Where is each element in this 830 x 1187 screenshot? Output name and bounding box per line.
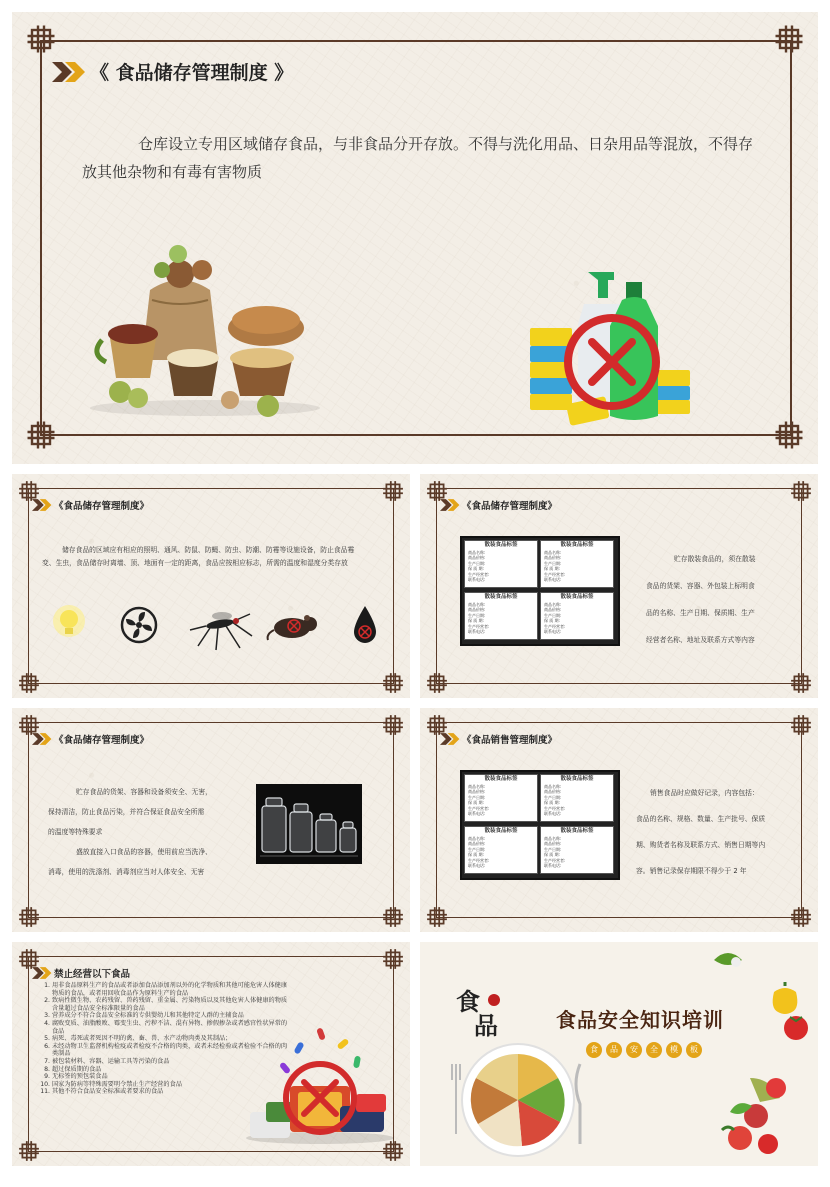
slide-3 xyxy=(420,474,818,698)
label-field: 联系电话: xyxy=(544,863,562,868)
chevron-double-icon xyxy=(440,733,460,745)
label-field: 商品价格: xyxy=(544,789,562,794)
chinese-knot-icon xyxy=(790,714,812,736)
label-field: 商品名称: xyxy=(468,601,486,607)
label-field: 联系电话: xyxy=(468,811,486,816)
label-field: 联系电话: xyxy=(544,577,562,582)
label-field: 商品名称: xyxy=(468,549,486,555)
label-header: 散装食品标签 xyxy=(560,776,594,782)
label-field: 商品价格: xyxy=(468,555,486,560)
label-field: 生产经营者: xyxy=(468,805,490,811)
label-field: 生产日期: xyxy=(468,612,486,618)
slide-title: 《食品储存管理制度》 xyxy=(462,501,558,512)
chinese-knot-icon xyxy=(774,24,804,54)
slide-title-row xyxy=(32,732,149,746)
slide-title-row xyxy=(32,498,149,512)
chinese-knot-icon xyxy=(774,420,804,450)
label-field: 保 质 期: xyxy=(544,566,560,571)
body-line: 贮存散装食品的，须在散装 xyxy=(674,555,756,563)
body-line: 经营者名称、地址及联系方式等内容 xyxy=(646,636,755,644)
label-header: 散装食品标签 xyxy=(484,776,518,782)
list-item: 6. 未经动物卫生监督机构检疫或者检疫不合格的肉类，或者未经检验或者检验不合格的肉类制品 xyxy=(52,1043,288,1058)
slide-title: 《食品销售管理制度》 xyxy=(462,735,558,746)
fan-icon xyxy=(120,606,158,644)
body-line: 储存食品的区域应有相应的照明、通风、防鼠、防蝇、防虫、防潮、防霉等设施设备，防止食品霉 xyxy=(62,546,355,554)
chinese-knot-icon xyxy=(26,420,56,450)
label-field: 生产经营者: xyxy=(468,857,490,863)
svg-text:品: 品 xyxy=(474,1011,498,1040)
label-field: 生产日期: xyxy=(544,612,562,618)
chinese-knot-icon xyxy=(18,906,40,928)
label-field: 保 质 期: xyxy=(468,852,484,857)
label-header: 散装食品标签 xyxy=(560,542,594,548)
list-item: 3. 营养成分不符合食品安全标准的专供婴幼儿和其他特定人群的主辅食品 xyxy=(52,1012,288,1020)
junk-food-banned-illustration xyxy=(236,1022,400,1146)
food-label xyxy=(540,774,614,822)
subtitle-pill: 全 xyxy=(646,1042,662,1058)
slide-1 xyxy=(12,12,818,464)
label-field: 生产经营者: xyxy=(544,623,566,629)
label-field: 保 质 期: xyxy=(544,852,560,857)
chevron-double-icon xyxy=(32,499,52,511)
slide-title-row xyxy=(32,966,130,980)
label-field: 保 质 期: xyxy=(468,800,484,805)
chinese-knot-icon xyxy=(426,672,448,694)
label-field: 生产日期: xyxy=(468,794,486,800)
label-field: 生产日期: xyxy=(468,846,486,852)
main-title: 食品安全知识培训 xyxy=(556,1008,724,1032)
subtitle-pill: 安 xyxy=(626,1042,642,1058)
slide-5 xyxy=(420,708,818,932)
mosquito-icon xyxy=(188,606,254,656)
slide-title-row xyxy=(440,498,557,512)
label-header: 散装食品标签 xyxy=(560,828,594,834)
list-item: 5. 病死、毒死或者死因不明的禽、畜、兽、水产动物肉类及其制品； xyxy=(52,1035,288,1043)
slide-body xyxy=(646,546,806,654)
label-field: 生产经营者: xyxy=(468,571,490,577)
label-field: 商品名称: xyxy=(468,783,486,789)
body-line: 销售食品时应做好记录，内容包括： xyxy=(650,789,759,797)
chevron-double-icon xyxy=(440,499,460,511)
list-item: 4. 腐败变质、油脂酸败、霉变生虫、污秽不洁、混有异物、掺假掺杂或者感官性状异常的食品 xyxy=(52,1020,288,1035)
label-field: 保 质 期: xyxy=(544,618,560,623)
label-field: 保 质 期: xyxy=(468,566,484,571)
cleaning-products-banned-illustration xyxy=(528,252,698,432)
lightbulb-icon xyxy=(52,604,86,644)
label-field: 生产日期: xyxy=(468,560,486,566)
slide-4 xyxy=(12,708,410,932)
body-line: 消毒，使用的洗涤剂、消毒剂应当对人体安全、无害 xyxy=(48,868,205,876)
label-field: 生产日期: xyxy=(544,560,562,566)
body-line: 食品的名称、规格、数量、生产批号、保质 xyxy=(636,815,766,823)
list-item: 2. 致病性微生物、农药残留、兽药残留、重金属、污染物质以及其他危害人体健康的物质含量超过食品安全标准限量的食品 xyxy=(52,997,288,1012)
tomato-icon xyxy=(782,1012,810,1042)
label-field: 商品价格: xyxy=(544,607,562,612)
chinese-knot-icon xyxy=(382,714,404,736)
chinese-knot-icon xyxy=(26,24,56,54)
vegetables-cluster-icon xyxy=(710,1068,806,1160)
label-field: 商品名称: xyxy=(544,549,562,555)
label-field: 联系电话: xyxy=(468,577,486,582)
label-field: 保 质 期: xyxy=(468,618,484,623)
food-label xyxy=(464,592,538,640)
label-field: 联系电话: xyxy=(544,629,562,634)
vegetable-icon xyxy=(710,948,746,970)
subtitle-pill: 食 xyxy=(586,1042,602,1058)
slide-7 xyxy=(420,942,818,1166)
body-line: 贮存食品的货架、容器和设备须安全、无害， xyxy=(76,788,212,796)
label-field: 生产日期: xyxy=(544,846,562,852)
label-field: 生产日期: xyxy=(544,794,562,800)
label-header: 散装食品标签 xyxy=(560,594,594,600)
label-header: 散装食品标签 xyxy=(484,594,518,600)
chinese-knot-icon xyxy=(382,906,404,928)
chinese-knot-icon xyxy=(18,672,40,694)
label-field: 商品名称: xyxy=(544,783,562,789)
label-field: 联系电话: xyxy=(468,863,486,868)
nuts-illustration xyxy=(80,230,330,420)
subtitle-pill: 板 xyxy=(686,1042,702,1058)
slide-title-row xyxy=(440,732,557,746)
label-field: 联系电话: xyxy=(544,811,562,816)
body-line: 保持清洁，防止食品污染，并符合保证食品安全所需 xyxy=(48,808,205,816)
label-field: 商品价格: xyxy=(544,555,562,560)
food-label xyxy=(464,540,538,588)
food-label xyxy=(464,826,538,874)
label-field: 商品名称: xyxy=(544,835,562,841)
slide-body xyxy=(636,780,804,884)
chevron-double-icon xyxy=(32,967,52,979)
label-header: 散装食品标签 xyxy=(484,542,518,548)
chevron-double-icon xyxy=(52,62,86,82)
slide-title: 《食品储存管理制度》 xyxy=(54,735,150,746)
food-calligraphy-logo xyxy=(450,980,508,1040)
body-line: 仓库设立专用区域储存食品，与非食品分开存放。不得与洗化用品、日杂用品等混放，不得存 xyxy=(138,135,754,153)
food-label xyxy=(540,826,614,874)
slide-2 xyxy=(12,474,410,698)
label-header: 散装食品标签 xyxy=(484,828,518,834)
chinese-knot-icon xyxy=(790,672,812,694)
glass-jars-photo xyxy=(256,784,362,864)
chinese-knot-icon xyxy=(790,480,812,502)
list-item: 9. 无标签的预包装食品 xyxy=(52,1073,288,1081)
label-field: 商品名称: xyxy=(544,601,562,607)
svg-text:食: 食 xyxy=(456,987,480,1016)
moisture-drop-icon xyxy=(350,604,380,646)
slide-title: 禁止经营以下食品 xyxy=(54,969,131,980)
food-plate-illustration xyxy=(448,1034,588,1160)
food-label xyxy=(540,540,614,588)
subtitle-pills xyxy=(586,1042,706,1058)
slide-body xyxy=(48,782,260,882)
chinese-knot-icon xyxy=(382,672,404,694)
body-line: 容。销售记录保存期限不得少于 2 年 xyxy=(636,867,747,875)
chevron-double-icon xyxy=(32,733,52,745)
body-line: 期、购货者名称及联系方式、销售日期等内 xyxy=(636,841,766,849)
label-field: 商品价格: xyxy=(468,607,486,612)
food-label xyxy=(540,592,614,640)
yellow-pepper-icon xyxy=(768,978,802,1016)
list-item: 10. 国家为防病等特殊需要明令禁止生产经营的食品 xyxy=(52,1081,288,1089)
chinese-knot-icon xyxy=(18,1140,40,1162)
list-item: 7. 被包装材料、容器、运输工具等污染的食品 xyxy=(52,1058,288,1066)
slide-6 xyxy=(12,942,410,1166)
label-field: 生产经营者: xyxy=(468,623,490,629)
chinese-knot-icon xyxy=(382,948,404,970)
body-line: 的温度等特殊要求 xyxy=(48,828,103,836)
subtitle-pill: 模 xyxy=(666,1042,682,1058)
label-field: 保 质 期: xyxy=(544,800,560,805)
slide-body xyxy=(42,544,387,570)
food-label xyxy=(464,774,538,822)
label-field: 联系电话: xyxy=(468,629,486,634)
chinese-knot-icon xyxy=(382,480,404,502)
body-line: 放其他杂物和有毒有害物质 xyxy=(82,163,263,181)
label-field: 生产经营者: xyxy=(544,805,566,811)
label-field: 商品价格: xyxy=(468,789,486,794)
label-field: 生产经营者: xyxy=(544,857,566,863)
subtitle-pill: 品 xyxy=(606,1042,622,1058)
chinese-knot-icon xyxy=(426,906,448,928)
food-label-card-grid xyxy=(460,770,620,880)
body-line: 变、生虫，食品储存时离墙、顶、地面有一定的距离，食品应按相应标志，所需的温度和湿度分类存放 xyxy=(42,559,348,567)
label-field: 生产经营者: xyxy=(544,571,566,577)
list-item: 1. 用非食品原料生产的食品或者添加食品添加剂以外的化学物质和其他可能危害人体健康物质的食品，或者用回收食品作为原料生产的食品 xyxy=(52,982,288,997)
label-field: 商品名称: xyxy=(468,835,486,841)
list-item: 11. 其他不符合食品安全标准或者要求的食品 xyxy=(52,1088,288,1096)
body-line: 盛放直接入口食品的容器，使用前应当洗净、 xyxy=(76,848,212,856)
list-item: 8. 超过保质期的食品 xyxy=(52,1066,288,1074)
label-field: 商品价格: xyxy=(468,841,486,846)
body-line: 食品的货架、容器、外包装上标明食 xyxy=(646,582,755,590)
body-line: 品的名称、生产日期、保质期、生产 xyxy=(646,609,755,617)
slide-title: 《食品储存管理制度》 xyxy=(54,501,150,512)
slide-title-row xyxy=(52,58,293,85)
rat-icon xyxy=(266,610,322,642)
slide-body xyxy=(82,130,782,186)
label-field: 商品价格: xyxy=(544,841,562,846)
food-label-card-grid xyxy=(460,536,620,646)
slide-title: 《 食品储存管理制度 》 xyxy=(90,62,294,84)
chinese-knot-icon xyxy=(790,906,812,928)
